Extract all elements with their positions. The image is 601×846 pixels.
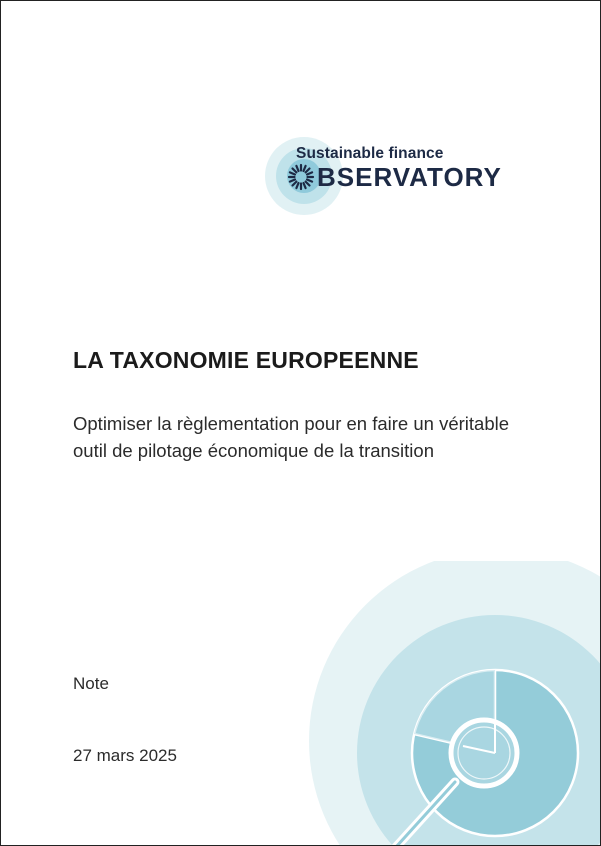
burst-ray bbox=[293, 182, 297, 186]
burst-ray bbox=[303, 183, 305, 188]
burst-ray bbox=[303, 166, 305, 171]
document-subtitle: Optimiser la règlementation pour en faire un véritable outil de pilotage économique de la transition bbox=[73, 413, 510, 461]
burst-ray bbox=[290, 179, 295, 181]
document-title: LA TAXONOMIE EUROPEENNE bbox=[73, 347, 419, 373]
logo-wordmark bbox=[287, 162, 502, 192]
burst-ray bbox=[293, 169, 297, 173]
burst-ray bbox=[307, 179, 312, 181]
burst-ray bbox=[306, 182, 310, 186]
burst-ray bbox=[307, 172, 312, 174]
burst-ray bbox=[296, 166, 298, 171]
burst-ray bbox=[306, 169, 310, 173]
logo-tagline: Sustainable finance bbox=[296, 145, 444, 162]
burst-ray bbox=[290, 172, 295, 174]
burst-ray bbox=[296, 183, 298, 188]
magnifier-chart-icon bbox=[301, 561, 601, 846]
logo-wordmark-text: BSERVATORY bbox=[317, 162, 502, 192]
document-type: Note bbox=[73, 674, 109, 693]
observatory-logo bbox=[263, 135, 543, 221]
document-date: 27 mars 2025 bbox=[73, 746, 177, 765]
logo-o-burst-icon bbox=[287, 163, 315, 191]
